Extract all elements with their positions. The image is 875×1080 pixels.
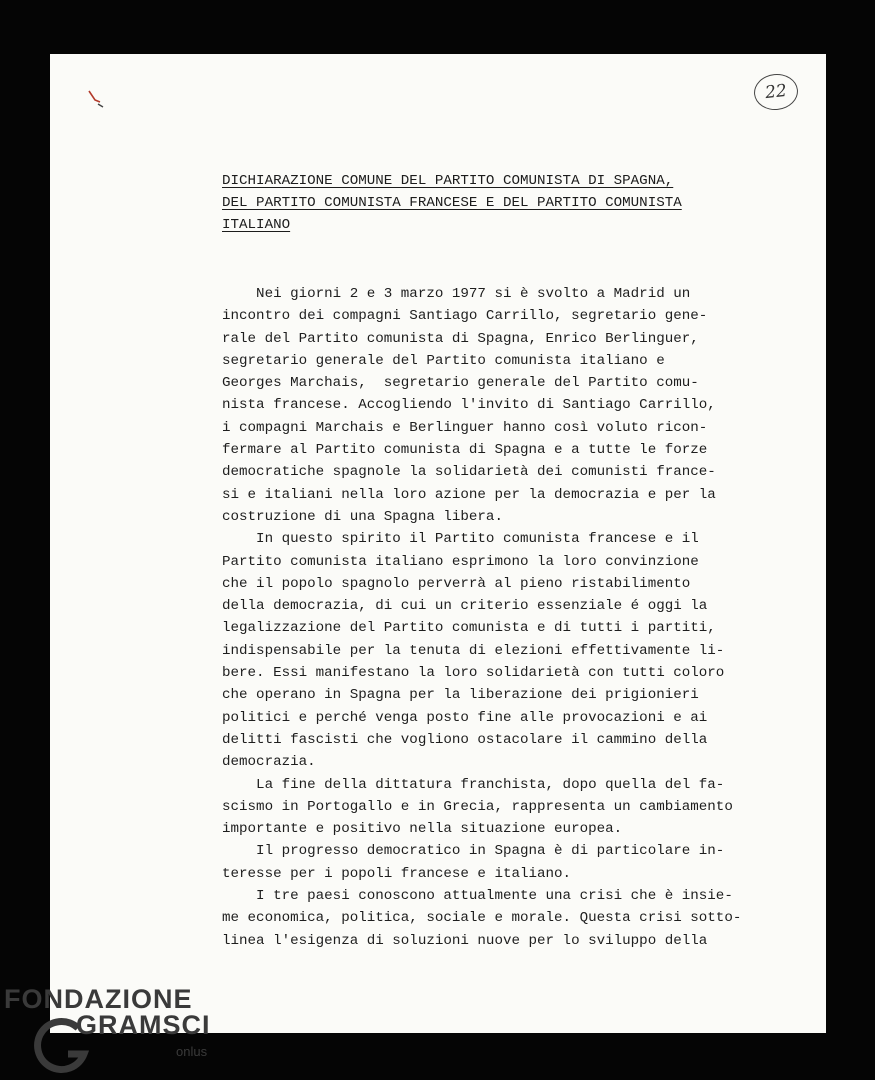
body-line: legalizzazione del Partito comunista e di tutti i partiti,	[222, 620, 716, 637]
body-line: delitti fascisti che vogliono ostacolare il cammino della	[222, 731, 708, 748]
body-line: costruzione di una Spagna libera.	[222, 508, 503, 525]
body-line: si e italiani nella loro azione per la democrazia e per la	[222, 486, 716, 503]
body-line: democrazia.	[222, 754, 316, 771]
body-line: teresse per i popoli francese e italiano.	[222, 865, 572, 882]
title-line: DEL PARTITO COMUNISTA FRANCESE E DEL PARTITO COMUNISTA	[222, 195, 682, 211]
watermark-suffix: onlus	[176, 1044, 208, 1059]
ink-mark-icon	[86, 88, 108, 110]
fondazione-watermark	[4, 984, 224, 1074]
body-line: I tre paesi conoscono attualmente una crisi che è insie-	[222, 888, 733, 905]
document-title	[222, 171, 762, 237]
body-line: democratiche spagnole la solidarietà dei comunisti france-	[222, 464, 716, 481]
body-line: che il popolo spagnolo perverrà al pieno ristabilimento	[222, 575, 691, 592]
body-line: Il progresso democratico in Spagna è di particolare in-	[222, 843, 725, 860]
body-line: politici e perché venga posto fine alle provocazioni e ai	[222, 709, 708, 726]
watermark-line1: FONDAZIONE	[4, 984, 193, 1014]
body-line: i compagni Marchais e Berlinguer hanno così voluto ricon-	[222, 419, 708, 436]
body-line: importante e positivo nella situazione europea.	[222, 821, 623, 838]
body-line: segretario generale del Partito comunista italiano e	[222, 352, 665, 369]
body-line: Georges Marchais, segretario generale del Partito comu-	[222, 375, 699, 392]
body-line: scismo in Portogallo e in Grecia, rappresenta un cambiamento	[222, 798, 733, 815]
body-line: In questo spirito il Partito comunista francese e il	[222, 531, 699, 548]
title-line: DICHIARAZIONE COMUNE DEL PARTITO COMUNISTA DI SPAGNA,	[222, 173, 674, 189]
body-line: della democrazia, di cui un criterio essenziale é oggi la	[222, 598, 708, 615]
title-line: ITALIANO	[222, 217, 291, 233]
body-line: indispensabile per la tenuta di elezioni effettivamente li-	[222, 642, 725, 659]
watermark-line2: GRAMSCI	[76, 1010, 211, 1040]
body-line: linea l'esigenza di soluzioni nuove per lo sviluppo della	[222, 932, 708, 949]
document-body	[222, 283, 782, 952]
handwritten-page-number: 22	[752, 72, 800, 112]
body-line: rale del Partito comunista di Spagna, Enrico Berlinguer,	[222, 330, 699, 347]
body-line: incontro dei compagni Santiago Carrillo, segretario gene-	[222, 308, 708, 325]
body-line: fermare al Partito comunista di Spagna e a tutte le forze	[222, 442, 708, 459]
body-line: Nei giorni 2 e 3 marzo 1977 si è svolto a Madrid un	[222, 286, 691, 302]
body-line: nista francese. Accogliendo l'invito di Santiago Carrillo,	[222, 397, 716, 414]
body-line: Partito comunista italiano esprimono la loro convinzione	[222, 553, 699, 570]
body-line: che operano in Spagna per la liberazione dei prigionieri	[222, 687, 699, 704]
body-line: me economica, politica, sociale e morale. Questa crisi sotto-	[222, 910, 742, 927]
body-line: bere. Essi manifestano la loro solidarietà con tutti coloro	[222, 665, 725, 682]
body-line: La fine della dittatura franchista, dopo quella del fa-	[222, 776, 725, 793]
